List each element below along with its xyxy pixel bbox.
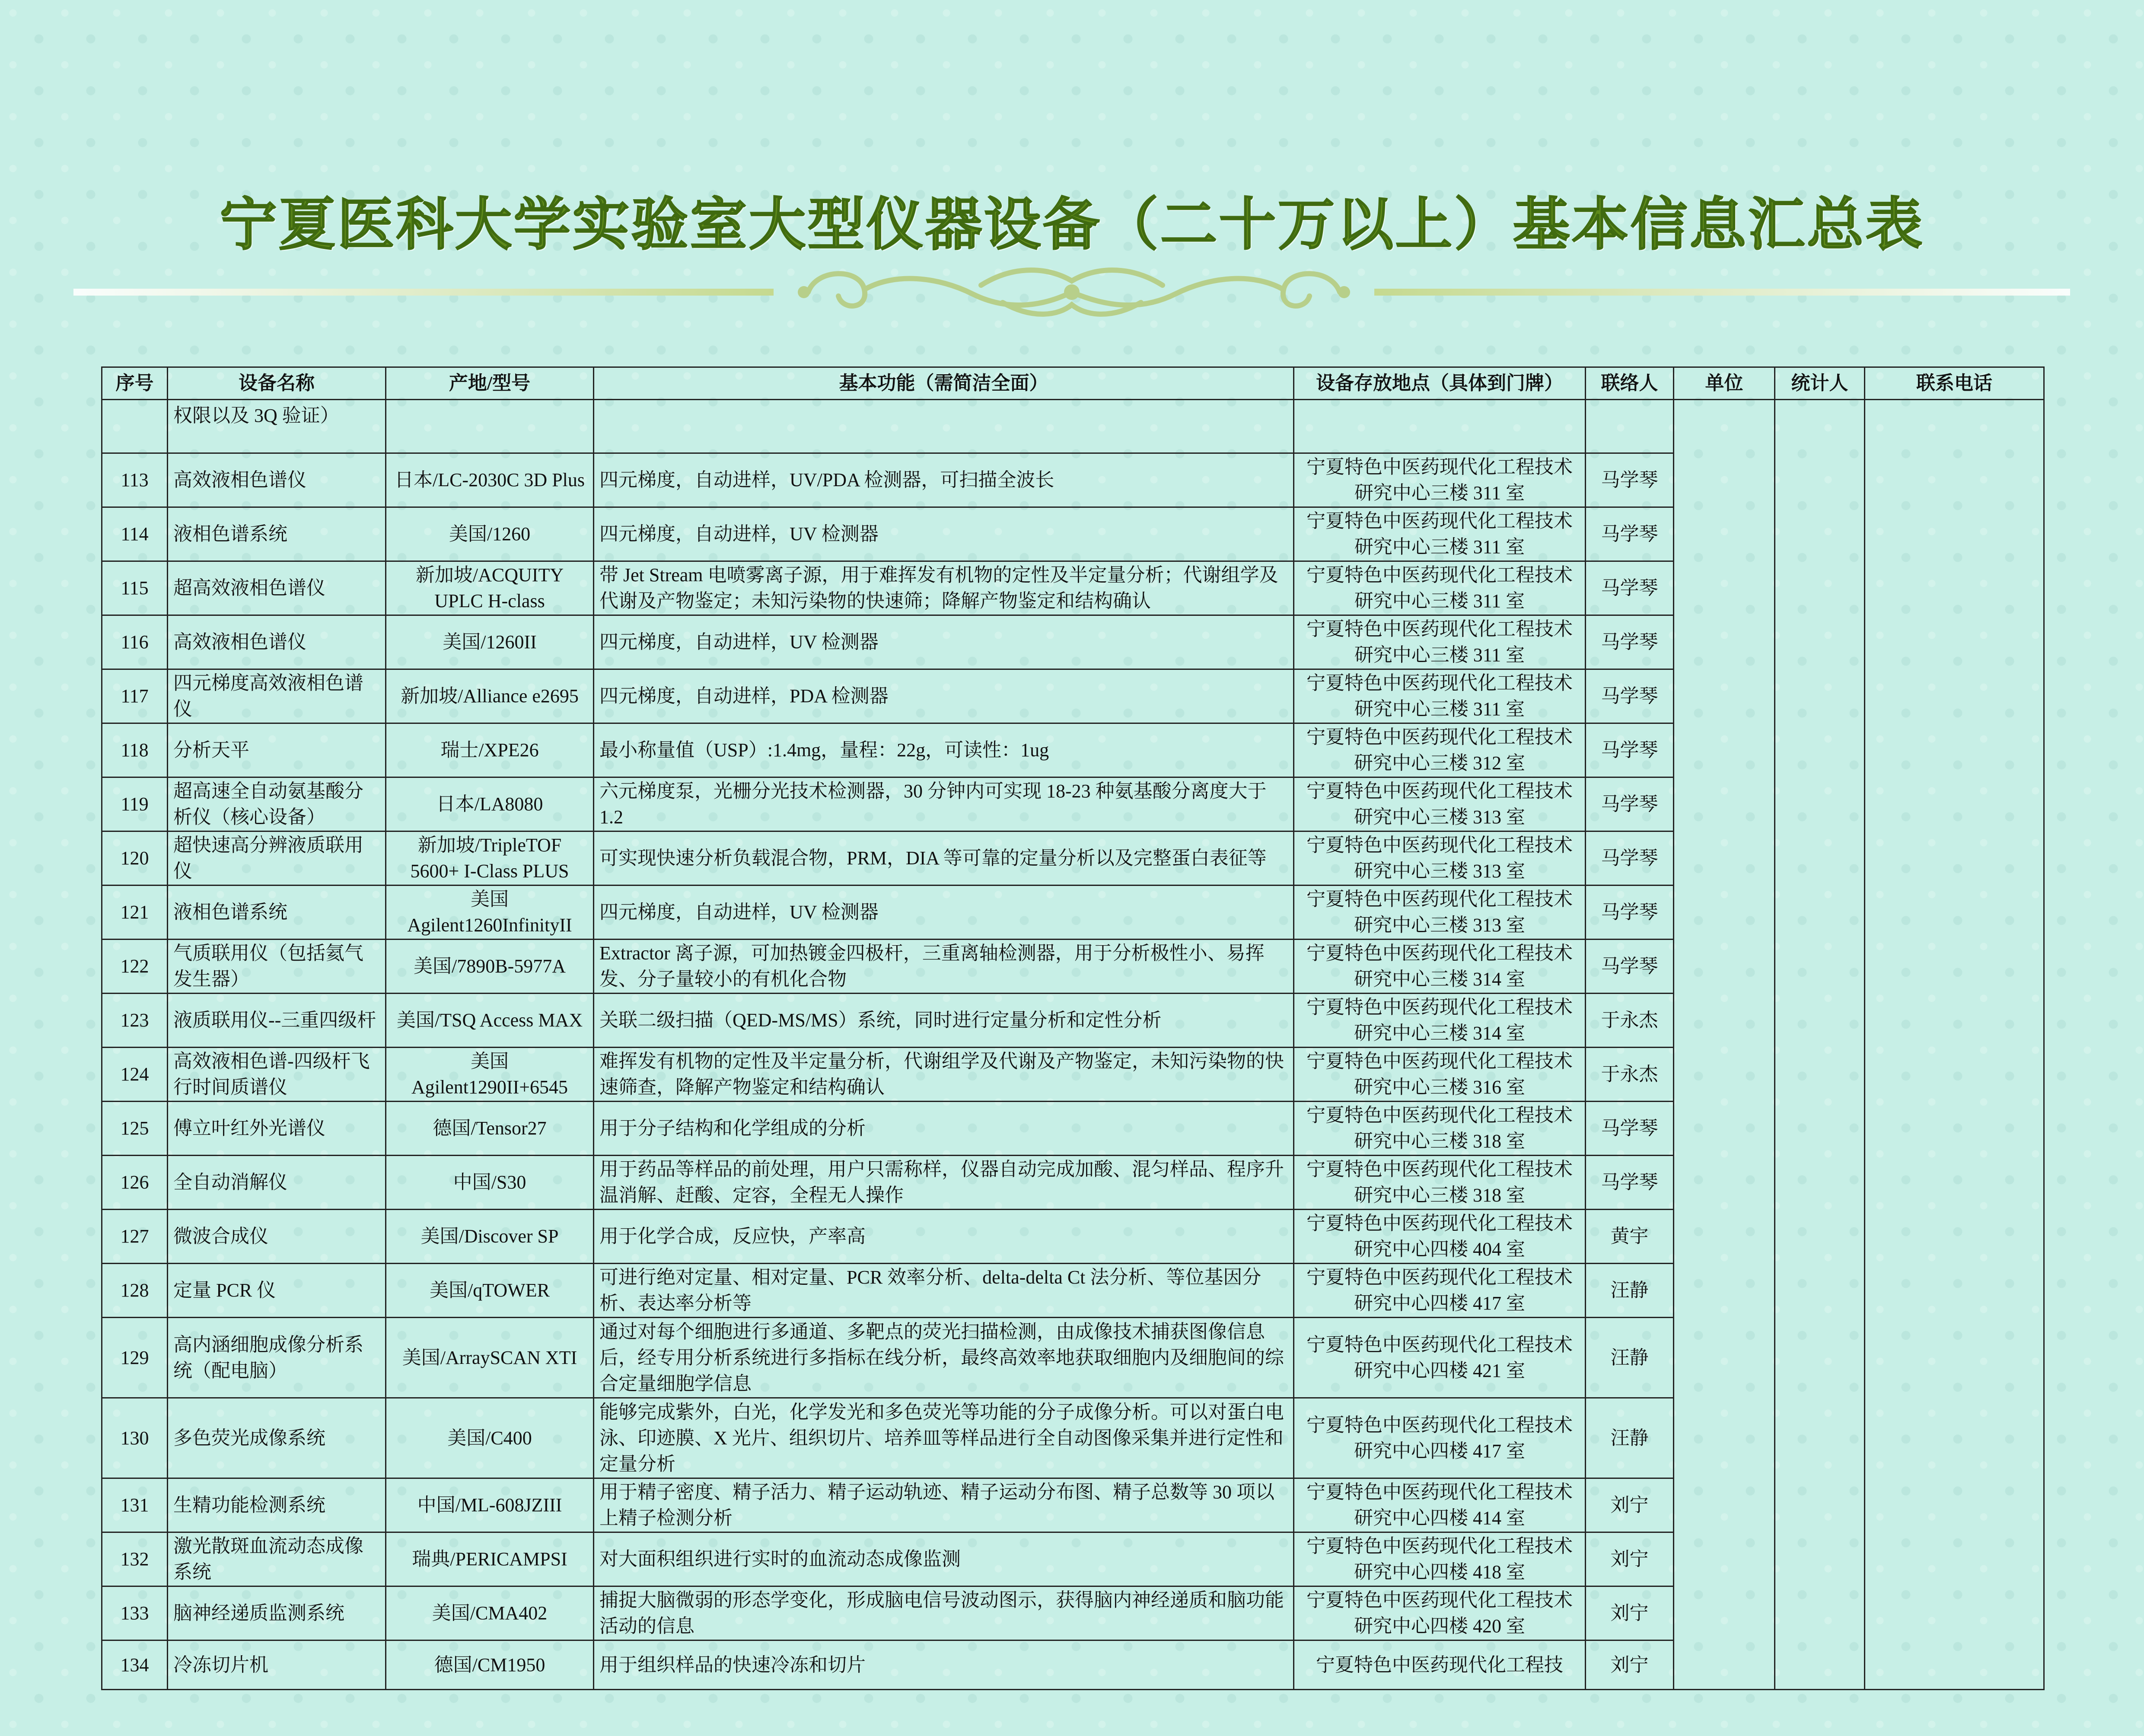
row-equipment-name: 高效液相色谱-四级杆飞行时间质谱仪 xyxy=(168,1048,386,1102)
header-model: 产地/型号 xyxy=(386,367,594,400)
row-seq: 129 xyxy=(102,1318,168,1398)
row-equipment-name: 冷冻切片机 xyxy=(168,1640,386,1690)
row-contact: 刘宁 xyxy=(1586,1532,1674,1586)
row-model: 美国/Discover SP xyxy=(386,1210,594,1264)
row-model: 新加坡/TripleTOF 5600+ I-Class PLUS xyxy=(386,831,594,886)
row-function: 最小称量值（USP）:1.4mg，量程：22g，可读性：1ug xyxy=(594,723,1294,777)
row-model: 美国/1260 xyxy=(386,507,594,561)
stat-cell xyxy=(1775,400,1865,1690)
row-equipment-name: 生精功能检测系统 xyxy=(168,1478,386,1532)
row-model: 美国/CMA402 xyxy=(386,1586,594,1640)
row-contact: 马学琴 xyxy=(1586,940,1674,994)
row-model: 日本/LA8080 xyxy=(386,777,594,831)
row-model: 瑞士/XPE26 xyxy=(386,723,594,777)
row-model: 美国/qTOWER xyxy=(386,1264,594,1318)
row-function: 四元梯度，自动进样，UV 检测器 xyxy=(594,886,1294,940)
row-contact: 刘宁 xyxy=(1586,1586,1674,1640)
row-model: 德国/CM1950 xyxy=(386,1640,594,1690)
row-location: 宁夏特色中医药现代化工程技术研究中心三楼 313 室 xyxy=(1294,886,1586,940)
row-model: 美国/7890B-5977A xyxy=(386,940,594,994)
row-model: 中国/ML-608JZIII xyxy=(386,1478,594,1532)
row-function: 可进行绝对定量、相对定量、PCR 效率分析、delta-delta Ct 法分析、等位基因分析、表达率分析等 xyxy=(594,1264,1294,1318)
row-contact: 马学琴 xyxy=(1586,561,1674,615)
row-function: 关联二级扫描（QED-MS/MS）系统，同时进行定量分析和定性分析 xyxy=(594,994,1294,1048)
row-equipment-name: 四元梯度高效液相色谱仪 xyxy=(168,669,386,723)
row-seq: 122 xyxy=(102,940,168,994)
row-seq: 123 xyxy=(102,994,168,1048)
row-seq: 114 xyxy=(102,507,168,561)
row-location: 宁夏特色中医药现代化工程技术研究中心三楼 318 室 xyxy=(1294,1102,1586,1156)
header-seq: 序号 xyxy=(102,367,168,400)
row-location: 宁夏特色中医药现代化工程技术研究中心三楼 313 室 xyxy=(1294,777,1586,831)
row-model: 美国/TSQ Access MAX xyxy=(386,994,594,1048)
row-function: 用于精子密度、精子活力、精子运动轨迹、精子运动分布图、精子总数等 30 项以上精子检测分析 xyxy=(594,1478,1294,1532)
table-header-row xyxy=(102,367,2044,400)
row-contact: 马学琴 xyxy=(1586,453,1674,507)
row-equipment-name: 脑神经递质监测系统 xyxy=(168,1586,386,1640)
row-model: 新加坡/Alliance e2695 xyxy=(386,669,594,723)
row-equipment-name: 液质联用仪--三重四级杆 xyxy=(168,994,386,1048)
row-seq: 128 xyxy=(102,1264,168,1318)
continuation-text: 权限以及 3Q 验证） xyxy=(168,400,386,453)
row-location: 宁夏特色中医药现代化工程技 xyxy=(1294,1640,1586,1690)
row-function: 用于组织样品的快速冷冻和切片 xyxy=(594,1640,1294,1690)
row-equipment-name: 高内涵细胞成像分析系统（配电脑） xyxy=(168,1318,386,1398)
row-function: 难挥发有机物的定性及半定量分析，代谢组学及代谢及产物鉴定，未知污染物的快速筛查，降解产物鉴定和结构确认 xyxy=(594,1048,1294,1102)
ornamental-divider xyxy=(73,255,2070,333)
row-equipment-name: 微波合成仪 xyxy=(168,1210,386,1264)
row-contact: 于永杰 xyxy=(1586,994,1674,1048)
row-function: 四元梯度，自动进样，UV 检测器 xyxy=(594,615,1294,669)
row-equipment-name: 定量 PCR 仪 xyxy=(168,1264,386,1318)
header-function: 基本功能（需简洁全面） xyxy=(594,367,1294,400)
row-model: 瑞典/PERICAMPSI xyxy=(386,1532,594,1586)
row-seq: 119 xyxy=(102,777,168,831)
row-seq: 124 xyxy=(102,1048,168,1102)
row-seq: 121 xyxy=(102,886,168,940)
row-model: 德国/Tensor27 xyxy=(386,1102,594,1156)
header-contact: 联络人 xyxy=(1586,367,1674,400)
row-model: 美国 Agilent1290II+6545 xyxy=(386,1048,594,1102)
row-location: 宁夏特色中医药现代化工程技术研究中心四楼 417 室 xyxy=(1294,1264,1586,1318)
row-contact: 马学琴 xyxy=(1586,723,1674,777)
row-equipment-name: 分析天平 xyxy=(168,723,386,777)
row-function: 用于药品等样品的前处理，用户只需称样，仪器自动完成加酸、混匀样品、程序升温消解、赶酸、定容，全程无人操作 xyxy=(594,1156,1294,1210)
row-seq: 132 xyxy=(102,1532,168,1586)
row-location: 宁夏特色中医药现代化工程技术研究中心四楼 421 室 xyxy=(1294,1318,1586,1398)
row-location: 宁夏特色中医药现代化工程技术研究中心四楼 418 室 xyxy=(1294,1532,1586,1586)
row-function: 四元梯度，自动进样，UV/PDA 检测器，可扫描全波长 xyxy=(594,453,1294,507)
header-location: 设备存放地点（具体到门牌） xyxy=(1294,367,1586,400)
row-model: 美国 Agilent1260InfinityII xyxy=(386,886,594,940)
row-location: 宁夏特色中医药现代化工程技术研究中心四楼 414 室 xyxy=(1294,1478,1586,1532)
row-contact: 于永杰 xyxy=(1586,1048,1674,1102)
row-model: 中国/S30 xyxy=(386,1156,594,1210)
row-seq: 130 xyxy=(102,1398,168,1478)
row-function: 四元梯度，自动进样，UV 检测器 xyxy=(594,507,1294,561)
row-contact: 马学琴 xyxy=(1586,1102,1674,1156)
row-equipment-name: 高效液相色谱仪 xyxy=(168,615,386,669)
row-contact: 马学琴 xyxy=(1586,886,1674,940)
row-contact: 马学琴 xyxy=(1586,507,1674,561)
row-equipment-name: 液相色谱系统 xyxy=(168,507,386,561)
row-seq: 126 xyxy=(102,1156,168,1210)
header-phone: 联系电话 xyxy=(1865,367,2044,400)
row-function: 通过对每个细胞进行多通道、多靶点的荧光扫描检测，由成像技术捕获图像信息后，经专用分析系统进行多指标在线分析，最终高效率地获取细胞内及细胞间的综合定量细胞学信息 xyxy=(594,1318,1294,1398)
row-model: 新加坡/ACQUITY UPLC H-class xyxy=(386,561,594,615)
row-contact: 汪静 xyxy=(1586,1318,1674,1398)
row-model: 美国/1260II xyxy=(386,615,594,669)
row-function: 用于分子结构和化学组成的分析 xyxy=(594,1102,1294,1156)
row-location: 宁夏特色中医药现代化工程技术研究中心三楼 311 室 xyxy=(1294,669,1586,723)
row-location: 宁夏特色中医药现代化工程技术研究中心三楼 311 室 xyxy=(1294,561,1586,615)
row-function: 可实现快速分析负载混合物，PRM，DIA 等可靠的定量分析以及完整蛋白表征等 xyxy=(594,831,1294,886)
row-function: 四元梯度，自动进样，PDA 检测器 xyxy=(594,669,1294,723)
row-contact: 马学琴 xyxy=(1586,831,1674,886)
row-model: 日本/LC-2030C 3D Plus xyxy=(386,453,594,507)
row-seq: 118 xyxy=(102,723,168,777)
row-equipment-name: 液相色谱系统 xyxy=(168,886,386,940)
row-contact: 刘宁 xyxy=(1586,1640,1674,1690)
row-equipment-name: 多色荧光成像系统 xyxy=(168,1398,386,1478)
row-location: 宁夏特色中医药现代化工程技术研究中心三楼 311 室 xyxy=(1294,507,1586,561)
header-stat: 统计人 xyxy=(1775,367,1865,400)
row-seq: 115 xyxy=(102,561,168,615)
row-seq: 131 xyxy=(102,1478,168,1532)
row-location: 宁夏特色中医药现代化工程技术研究中心三楼 318 室 xyxy=(1294,1156,1586,1210)
row-equipment-name: 气质联用仪（包括氦气发生器） xyxy=(168,940,386,994)
row-function: 捕捉大脑微弱的形态学变化，形成脑电信号波动图示，获得脑内神经递质和脑功能活动的信息 xyxy=(594,1586,1294,1640)
row-location: 宁夏特色中医药现代化工程技术研究中心四楼 420 室 xyxy=(1294,1586,1586,1640)
row-contact: 马学琴 xyxy=(1586,615,1674,669)
row-equipment-name: 超高效液相色谱仪 xyxy=(168,561,386,615)
row-function: 用于化学合成，反应快，产率高 xyxy=(594,1210,1294,1264)
phone-cell xyxy=(1865,400,2044,1690)
row-seq: 133 xyxy=(102,1586,168,1640)
row-model: 美国/ArraySCAN XTI xyxy=(386,1318,594,1398)
table-row-continuation xyxy=(102,400,2044,453)
row-seq: 117 xyxy=(102,669,168,723)
row-seq: 116 xyxy=(102,615,168,669)
header-unit: 单位 xyxy=(1674,367,1775,400)
row-contact: 黄宇 xyxy=(1586,1210,1674,1264)
row-seq: 120 xyxy=(102,831,168,886)
row-function: 六元梯度泵，光栅分光技术检测器，30 分钟内可实现 18-23 种氨基酸分离度大于 1.2 xyxy=(594,777,1294,831)
row-location: 宁夏特色中医药现代化工程技术研究中心三楼 314 室 xyxy=(1294,994,1586,1048)
row-location: 宁夏特色中医药现代化工程技术研究中心三楼 311 室 xyxy=(1294,453,1586,507)
row-location: 宁夏特色中医药现代化工程技术研究中心四楼 417 室 xyxy=(1294,1398,1586,1478)
row-seq: 125 xyxy=(102,1102,168,1156)
row-location: 宁夏特色中医药现代化工程技术研究中心三楼 312 室 xyxy=(1294,723,1586,777)
equipment-table xyxy=(101,366,2045,1690)
row-equipment-name: 激光散斑血流动态成像系统 xyxy=(168,1532,386,1586)
row-function: 能够完成紫外，白光，化学发光和多色荧光等功能的分子成像分析。可以对蛋白电泳、印迹膜、X 光片、组织切片、培养皿等样品进行全自动图像采集并进行定性和定量分析 xyxy=(594,1398,1294,1478)
header-name: 设备名称 xyxy=(168,367,386,400)
row-seq: 127 xyxy=(102,1210,168,1264)
page-title: 宁夏医科大学实验室大型仪器设备（二十万以上）基本信息汇总表 xyxy=(220,191,1924,258)
row-function: Extractor 离子源，可加热镀金四极杆，三重离轴检测器，用于分析极性小、易挥发、分子量较小的有机化合物 xyxy=(594,940,1294,994)
row-equipment-name: 超高速全自动氨基酸分析仪（核心设备） xyxy=(168,777,386,831)
row-location: 宁夏特色中医药现代化工程技术研究中心四楼 404 室 xyxy=(1294,1210,1586,1264)
row-contact: 刘宁 xyxy=(1586,1478,1674,1532)
row-function: 对大面积组织进行实时的血流动态成像监测 xyxy=(594,1532,1294,1586)
row-seq: 113 xyxy=(102,453,168,507)
row-equipment-name: 超快速高分辨液质联用仪 xyxy=(168,831,386,886)
row-location: 宁夏特色中医药现代化工程技术研究中心三楼 311 室 xyxy=(1294,615,1586,669)
row-contact: 马学琴 xyxy=(1586,777,1674,831)
row-function: 带 Jet Stream 电喷雾离子源，用于难挥发有机物的定性及半定量分析；代谢组学及代谢及产物鉴定；未知污染物的快速筛；降解产物鉴定和结构确认 xyxy=(594,561,1294,615)
row-equipment-name: 傅立叶红外光谱仪 xyxy=(168,1102,386,1156)
row-location: 宁夏特色中医药现代化工程技术研究中心三楼 314 室 xyxy=(1294,940,1586,994)
row-contact: 马学琴 xyxy=(1586,669,1674,723)
row-contact: 马学琴 xyxy=(1586,1156,1674,1210)
row-equipment-name: 全自动消解仪 xyxy=(168,1156,386,1210)
row-location: 宁夏特色中医药现代化工程技术研究中心三楼 313 室 xyxy=(1294,831,1586,886)
row-location: 宁夏特色中医药现代化工程技术研究中心三楼 316 室 xyxy=(1294,1048,1586,1102)
row-equipment-name: 高效液相色谱仪 xyxy=(168,453,386,507)
row-model: 美国/C400 xyxy=(386,1398,594,1478)
row-contact: 汪静 xyxy=(1586,1398,1674,1478)
row-seq: 134 xyxy=(102,1640,168,1690)
unit-cell xyxy=(1674,400,1775,1690)
row-contact: 汪静 xyxy=(1586,1264,1674,1318)
